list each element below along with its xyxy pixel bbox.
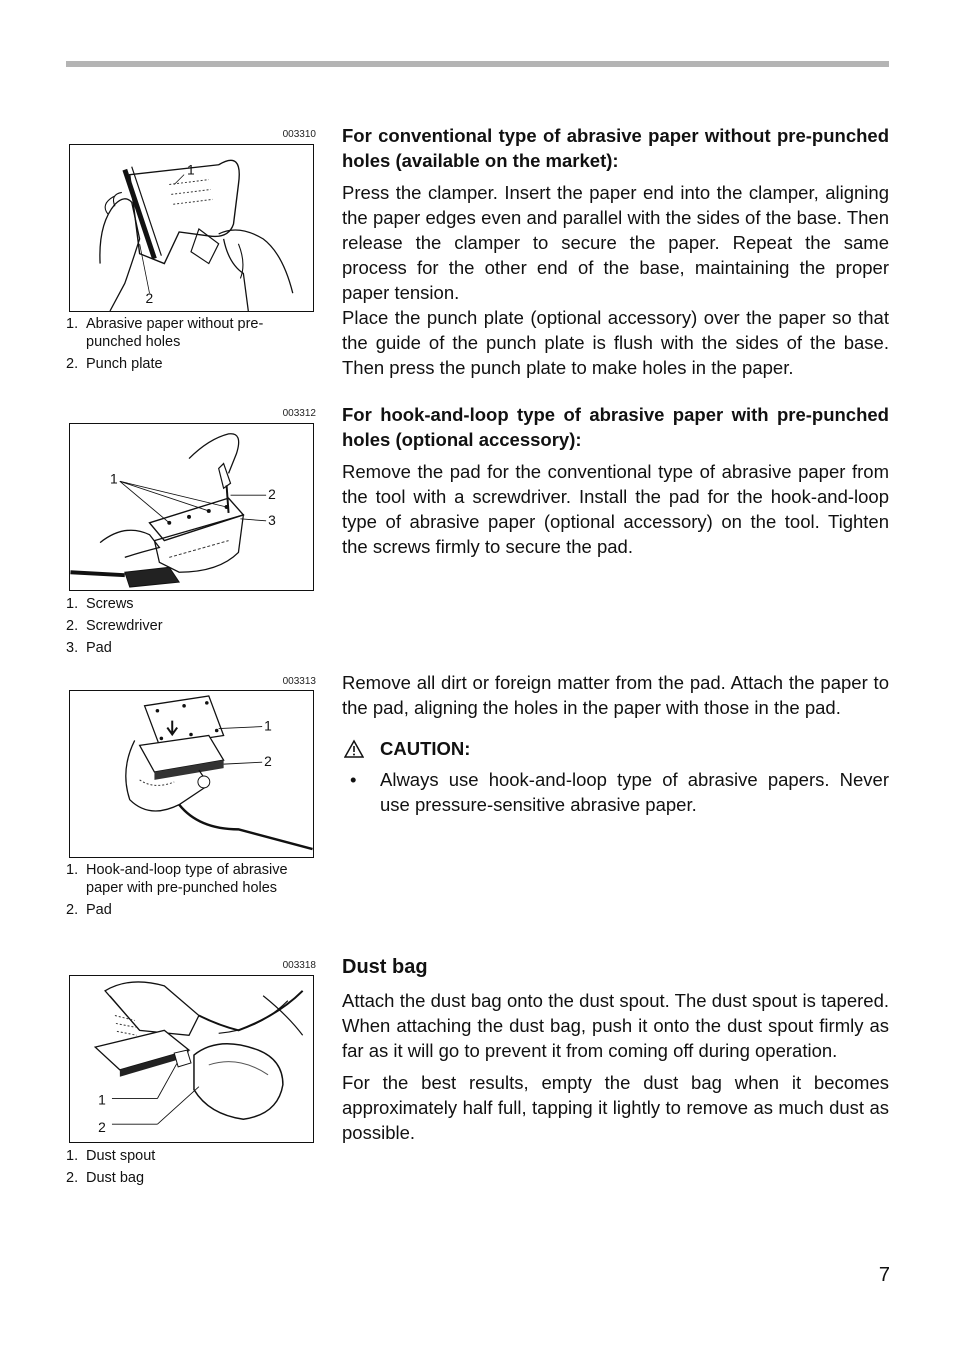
caution-heading xyxy=(342,736,889,761)
dust-bag-illustration xyxy=(70,976,313,1142)
section-dust-bag xyxy=(342,954,889,1145)
figure-code: 003310 xyxy=(282,129,316,140)
paragraph: For the best results, empty the dust bag when it becomes approximately half full, tapping it lightly to remove as much dust as possible. xyxy=(342,1072,889,1143)
warning-icon xyxy=(344,739,364,759)
figure-legend xyxy=(66,315,316,377)
section-attach-paper xyxy=(342,670,889,817)
legend-item: 1. Abrasive paper without pre-punched holes xyxy=(66,316,264,350)
callout-2: 2 xyxy=(268,486,276,503)
section-conventional-paper xyxy=(342,123,889,380)
screwdriver-illustration xyxy=(70,424,313,590)
figure-hook-loop-paper xyxy=(69,690,314,858)
punch-plate-illustration xyxy=(70,145,313,311)
paragraph: Remove the pad for the conventional type of abrasive paper from the tool with a screwdriver. Install the pad for the hook-and-loop type of abrasive paper (optional accessory) on the tool. Tighten the screws firmly to secure the pad. xyxy=(342,461,889,557)
figure-dust-bag xyxy=(69,975,314,1143)
section-heading: For hook-and-loop type of abrasive paper with pre-punched holes (optional accessory): xyxy=(342,404,889,450)
figure-code: 003313 xyxy=(282,676,316,687)
figure-legend xyxy=(66,1147,316,1191)
section-hook-loop-paper xyxy=(342,402,889,559)
paragraph: Press the clamper. Insert the paper end into the clamper, aligning the paper edges even and parallel with the sides of the base. Then release the clamper to secure the paper. Repeat the same process for the other end of the base, maintaining the proper paper tension. xyxy=(342,182,889,303)
figure-legend xyxy=(66,861,316,923)
bullet-dot: • xyxy=(350,769,357,790)
legend-item: 1. Hook-and-loop type of abrasive paper with pre-punched holes xyxy=(66,862,288,896)
legend-item: 1. Screws xyxy=(66,596,134,612)
bullet-text: Always use hook-and-loop type of abrasive papers. Never use pressure-sensitive abrasive paper. xyxy=(380,769,889,815)
legend-item: 1. Dust spout xyxy=(66,1148,156,1164)
section-heading: For conventional type of abrasive paper without pre-punched holes (available on the market): xyxy=(342,125,889,171)
legend-item: 2. Punch plate xyxy=(66,356,163,372)
callout-2: 2 xyxy=(145,290,154,307)
figure-code: 003318 xyxy=(282,960,316,971)
legend-item: 3. Pad xyxy=(66,640,112,656)
figure-punch-plate xyxy=(69,144,314,312)
callout-1: 1 xyxy=(264,717,272,734)
page-number: 7 xyxy=(878,1264,890,1286)
callout-2: 2 xyxy=(264,753,272,770)
callout-1: 1 xyxy=(187,161,195,178)
figure-screwdriver xyxy=(69,423,314,591)
callout-3: 3 xyxy=(268,511,276,528)
callout-2: 2 xyxy=(98,1119,106,1136)
caution-label: CAUTION: xyxy=(380,738,471,759)
hook-loop-paper-illustration xyxy=(70,691,313,857)
bullet-item xyxy=(342,767,889,817)
figure-legend xyxy=(66,595,316,661)
callout-1: 1 xyxy=(98,1091,106,1108)
callout-1: 1 xyxy=(109,470,118,487)
legend-item: 2. Screwdriver xyxy=(66,618,163,634)
paragraph: Place the punch plate (optional accessory) over the paper so that the guide of the punch plate is flush with the sides of the base. Then press the punch plate to make holes in the paper. xyxy=(342,307,889,378)
figure-code: 003312 xyxy=(282,408,316,419)
section-heading: Dust bag xyxy=(342,956,428,978)
paragraph: Attach the dust bag onto the dust spout. The dust spout is tapered. When attaching the dust bag, push it onto the dust spout firmly as far as it will go to prevent it from coming off during operation. xyxy=(342,990,889,1061)
legend-item: 2. Pad xyxy=(66,902,112,918)
top-rule xyxy=(66,61,889,67)
paragraph: Remove all dirt or foreign matter from the pad. Attach the paper to the pad, aligning the holes in the paper with those in the pad. xyxy=(342,672,889,718)
legend-item: 2. Dust bag xyxy=(66,1170,145,1186)
